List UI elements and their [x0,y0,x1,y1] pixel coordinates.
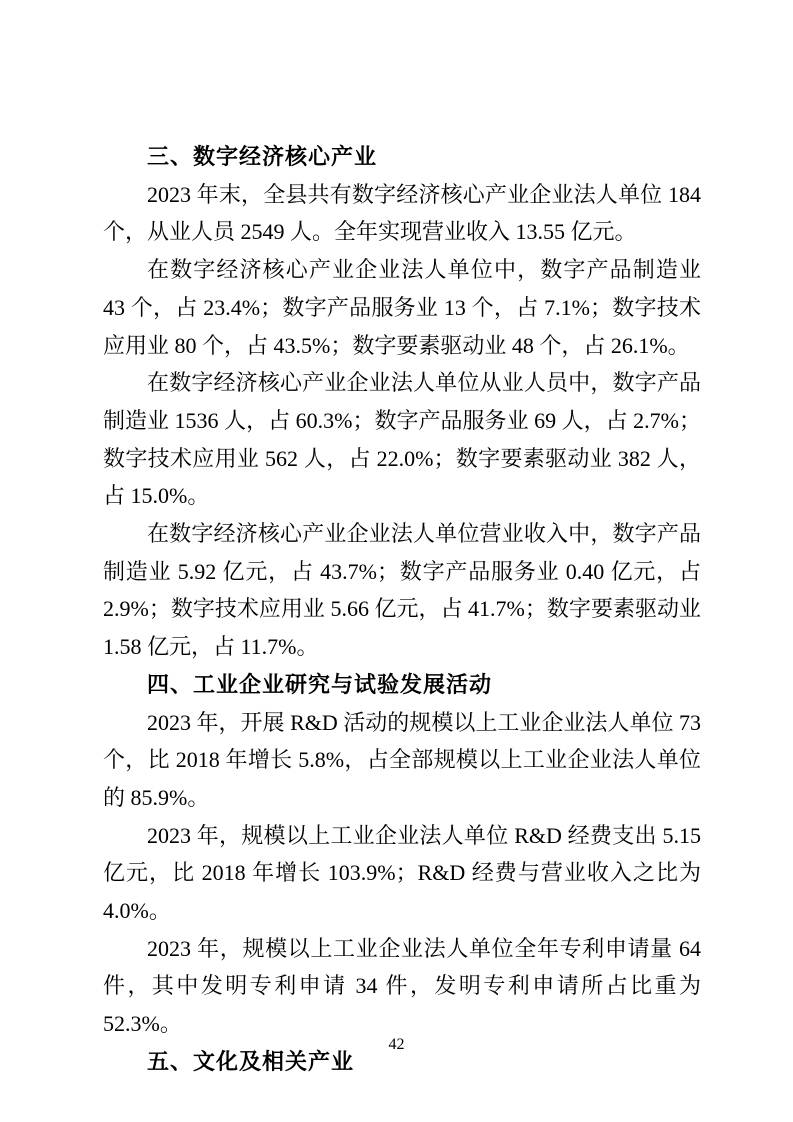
paragraph: 2023 年，规模以上工业企业法人单位 R&D 经费支出 5.15 亿元，比 2018 年增长 103.9%；R&D 经费与营业收入之比为 4.0%。 [103,822,701,924]
paragraph: 2023 年，开展 R&D 活动的规模以上工业企业法人单位 73 个，比 2018 年增长 5.8%，占全部规模以上工业企业法人单位的 85.9%。 [103,709,701,810]
paragraph: 2023 年，规模以上工业企业法人单位全年专利申请量 64 件，其中发明专利申请 34 件，发明专利申请所占比重为 52.3%。 [103,935,701,1037]
paragraph: 在数字经济核心产业企业法人单位从业人员中，数字产品制造业 1536 人，占 60.3%；数字产品服务业 69 人，占 2.7%；数字技术应用业 562 人，占 22.0%；数字要素驱动业 382 人，占 15.0%。 [103,370,701,509]
section-heading-digital-economy: 三、数字经济核心产业 [147,144,378,169]
paragraph: 在数字经济核心产业企业法人单位营业收入中，数字产品制造业 5.92 亿元，占 43.7%；数字产品服务业 0.40 亿元，占 2.9%；数字技术应用业 5.66 亿元，占 41.7%；数字要素驱动业 1.58 亿元，占 11.7%。 [103,521,701,660]
page-number: 42 [388,1036,405,1053]
document-content [103,138,701,1081]
paragraph: 在数字经济核心产业企业法人单位中，数字产品制造业 43 个，占 23.4%；数字产品服务业 13 个，占 7.1%；数字技术应用业 80 个，占 43.5%；数字要素驱动业 48 个，占 26.1%。 [103,257,701,358]
section-heading-culture-industry: 五、文化及相关产业 [147,1048,355,1074]
section-heading-rnd-activities: 四、工业企业研究与试验发展活动 [147,671,493,697]
paragraph: 2023 年末，全县共有数字经济核心产业企业法人单位 184 个，从业人员 2549 人。全年实现营业收入 13.55 亿元。 [103,181,701,245]
